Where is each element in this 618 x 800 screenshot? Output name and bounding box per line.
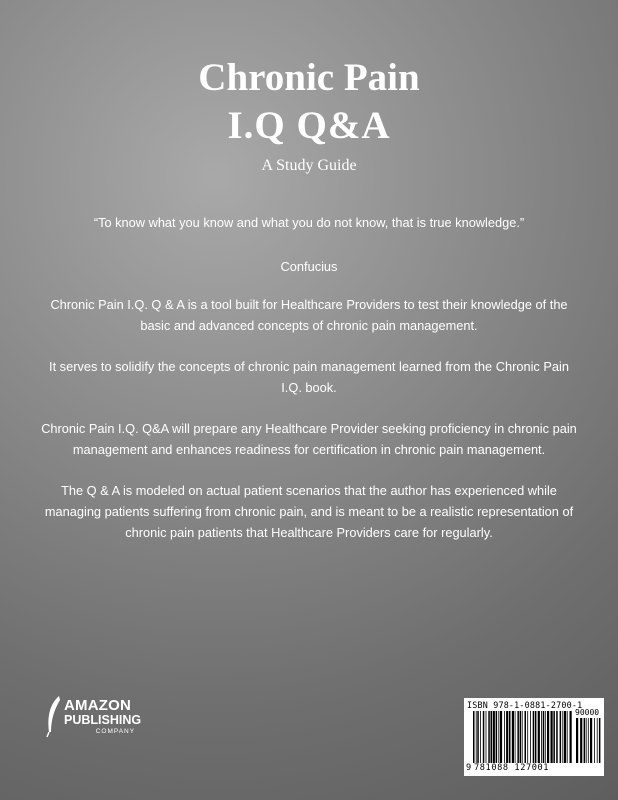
isbn-barcode [464,698,604,776]
barcode-digits: 781088 127001 [474,763,550,773]
cover-title-line-2: I.Q Q&A [227,104,391,147]
confucius-quote: “To know what you know and what you do not know, that is true knowledge.” [93,215,525,230]
publisher-logo [44,694,144,742]
isbn-label: ISBN 978-1-0881-2700-1 [467,700,583,710]
cover-title-line-1: Chronic Pain [198,56,420,99]
description-paragraph-1: Chronic Pain I.Q. Q & A is a tool built for Healthcare Providers to test their knowledge of the basic and advanced concepts of chronic pain management. [50,297,568,333]
description-paragraph-2: It serves to solidify the concepts of chronic pain management learned from the Chronic Pain I.Q. book. [49,359,569,395]
barcode-addon-digits: 90000 [575,708,600,717]
cover-subtitle: A Study Guide [261,157,357,174]
description-paragraph-3: Chronic Pain I.Q. Q&A will prepare any Healthcare Provider seeking proficiency in chronic pain management and enhances readiness for certification in chronic pain management. [41,421,577,457]
description-paragraph-4: The Q & A is modeled on actual patient scenarios that the author has experienced while managing patients suffering from chronic pain, and is meant to be a realistic representation of chronic pain patients that Healthcare Providers care for regularly. [44,483,574,540]
barcode-prefix-digit: 9 [466,763,472,773]
publisher-name-company: COMPANY [95,727,136,735]
publisher-name-amazon: AMAZON [64,697,132,714]
feather-quill-icon [44,694,64,738]
publisher-name-publishing: PUBLISHING [64,713,142,727]
quote-attribution: Confucius [280,259,338,274]
